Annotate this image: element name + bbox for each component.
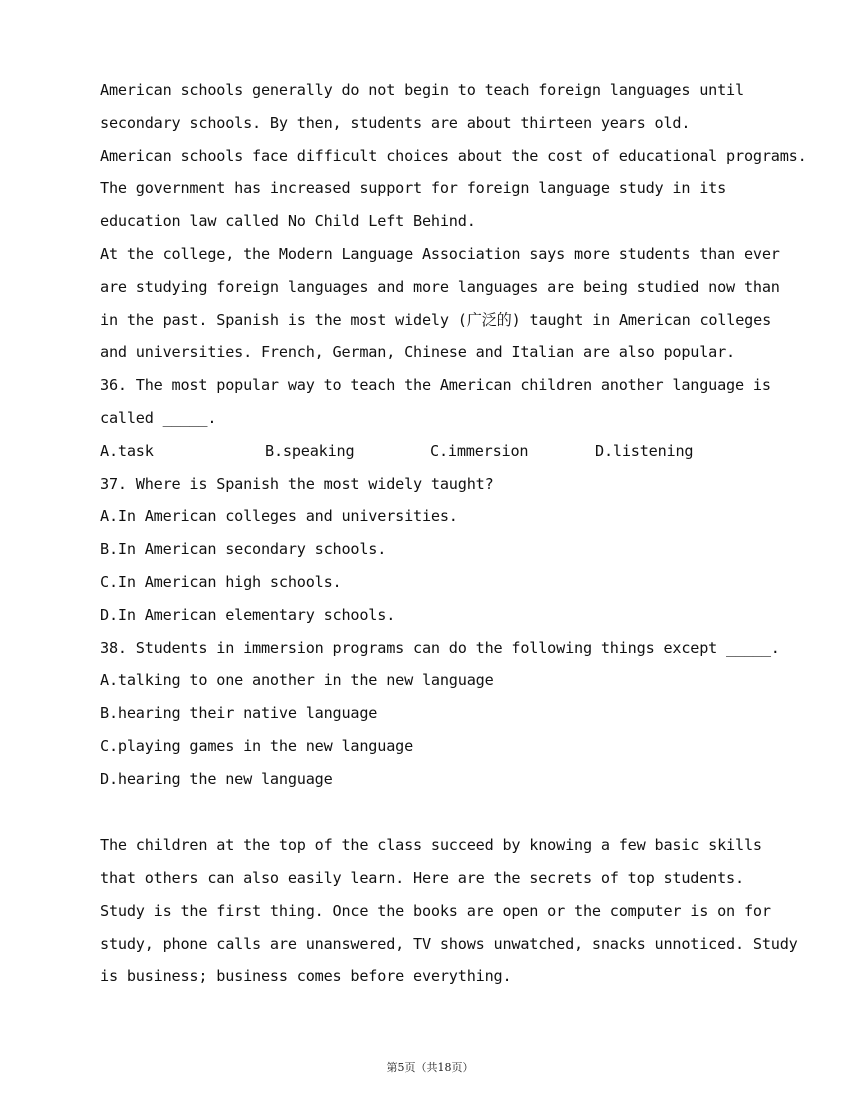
passage-line: that others can also easily learn. Here are the secrets of top students. (100, 868, 744, 887)
passage-line: American schools face difficult choices about the cost of educational programs. (100, 146, 807, 165)
question-stem: 36. The most popular way to teach the American children another language is (100, 376, 771, 395)
document-page (100, 74, 807, 993)
option-b: B.speaking (265, 441, 355, 460)
question-37 (100, 468, 800, 632)
option-d: D.hearing the new language (100, 769, 333, 788)
option-c: C.playing games in the new language (100, 736, 414, 755)
question-stem-continued: called _____. (100, 408, 217, 427)
passage-line: study, phone calls are unanswered, TV shows unwatched, snacks unnoticed. Study (100, 934, 798, 953)
option-a: A.talking to one another in the new language (100, 671, 494, 690)
passage-line: secondary schools. By then, students are about thirteen years old. (100, 113, 691, 132)
passage-line: education law called No Child Left Behind. (100, 212, 476, 231)
passage-2 (100, 829, 800, 993)
passage-line: and universities. French, German, Chinese and Italian are also popular. (100, 343, 735, 362)
passage-line: At the college, the Modern Language Association says more students than ever (100, 244, 780, 263)
option-a: A.task (100, 441, 154, 460)
option-c: C.In American high schools. (100, 572, 342, 591)
question-38 (100, 632, 800, 796)
passage-line: Study is the first thing. Once the books are open or the computer is on for (100, 901, 771, 920)
question-stem: 38. Students in immersion programs can do the following things except _____. (100, 638, 780, 657)
passage-1 (100, 74, 807, 369)
passage-line: are studying foreign languages and more languages are being studied now than (100, 277, 780, 296)
option-a: A.In American colleges and universities. (100, 507, 458, 526)
option-b: B.In American secondary schools. (100, 540, 387, 559)
passage-line: is business; business comes before everything. (100, 967, 512, 986)
passage-line: The children at the top of the class succeed by knowing a few basic skills (100, 836, 762, 855)
question-stem: 37. Where is Spanish the most widely taught? (100, 474, 494, 493)
option-d: D.In American elementary schools. (100, 605, 396, 624)
option-row (100, 435, 800, 468)
option-c: C.immersion (430, 441, 529, 460)
option-d: D.listening (595, 441, 694, 460)
option-b: B.hearing their native language (100, 704, 378, 723)
section-gap (100, 796, 800, 830)
passage-line: The government has increased support for foreign language study in its (100, 179, 727, 198)
question-36 (100, 369, 800, 467)
page-footer: 第5页（共18页） (386, 1061, 474, 1074)
passage-line: American schools generally do not begin to teach foreign languages until (100, 81, 744, 99)
passage-line: in the past. Spanish is the most widely (广泛的) taught in American colleges (100, 310, 772, 329)
